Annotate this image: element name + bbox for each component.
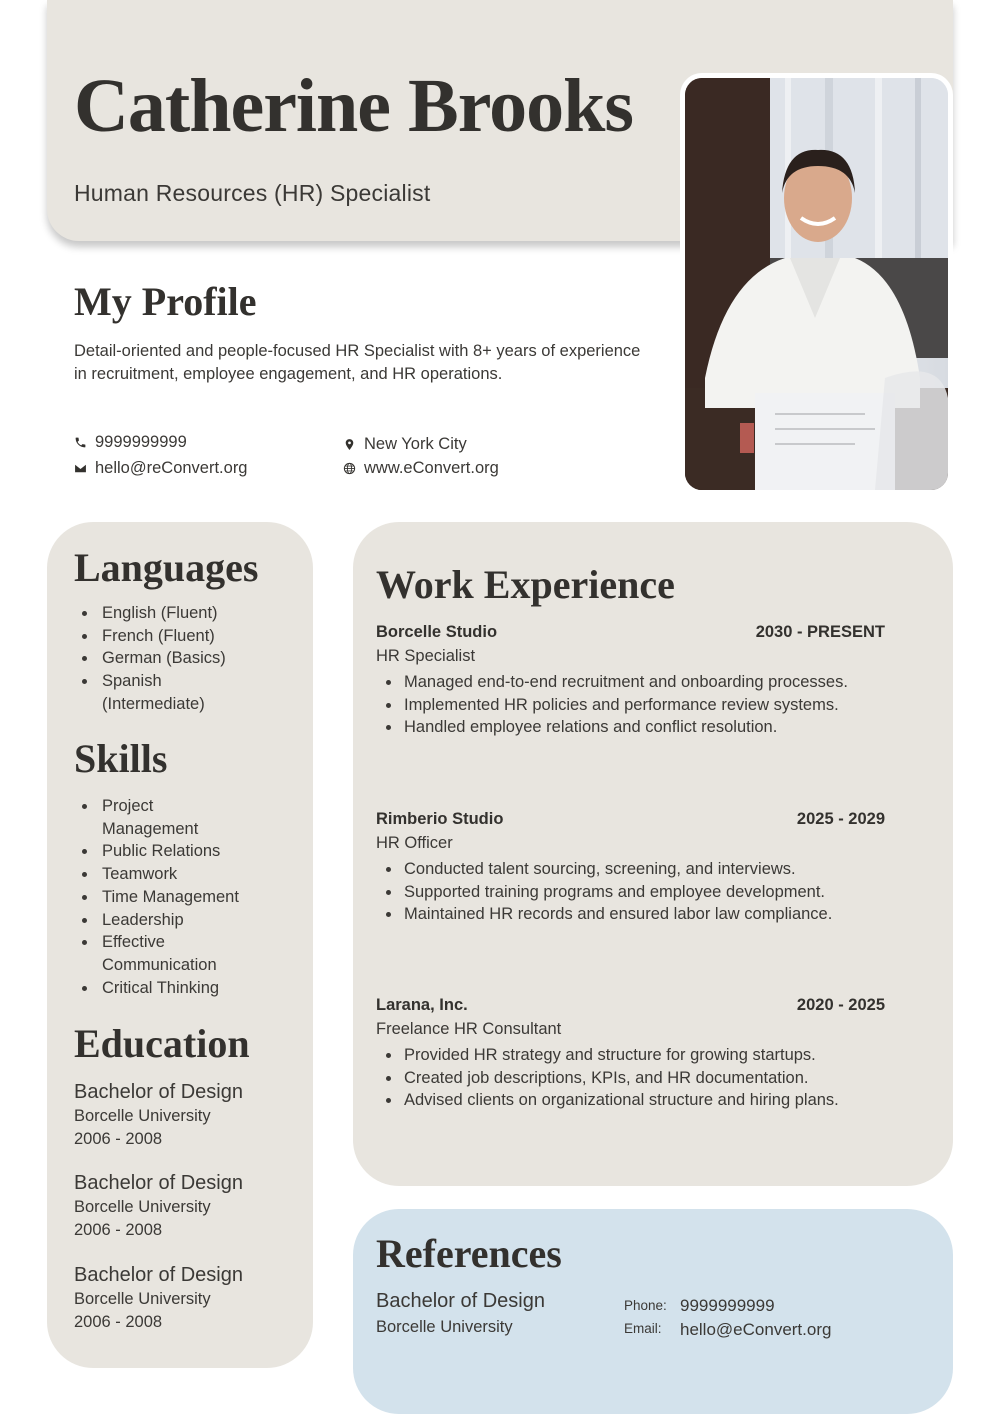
- reference-phone-label: Phone:: [624, 1298, 667, 1313]
- mail-icon: [74, 462, 87, 476]
- job-bullet: Managed end-to-end recruitment and onboarding processes.: [376, 671, 885, 694]
- job-dates: 2020 - 2025: [796, 996, 885, 1014]
- job-bullets: [376, 1044, 885, 1112]
- contact-location: [343, 435, 467, 454]
- job-dates: 2025 - 2029: [796, 810, 885, 828]
- contact-email: [74, 459, 248, 478]
- education-years: 2006 - 2008: [74, 1130, 163, 1148]
- photo-illustration: [685, 78, 948, 490]
- skill-item: Public Relations: [74, 840, 274, 863]
- reference-email-label: Email:: [624, 1321, 662, 1336]
- job-entry: [376, 993, 885, 1112]
- references-heading: References: [376, 1231, 562, 1276]
- profile-summary: Detail-oriented and people-focused HR Specialist with 8+ years of experience in recruitment, employee engagement, and HR operations.: [74, 342, 641, 383]
- job-entry: [376, 620, 885, 739]
- job-role: HR Specialist: [376, 647, 476, 665]
- education-degree: Bachelor of Design: [74, 1081, 243, 1103]
- candidate-name: Catherine Brooks: [74, 64, 633, 148]
- languages-list: [74, 602, 294, 716]
- location-value: New York City: [364, 435, 467, 453]
- phone-value: 9999999999: [95, 433, 187, 451]
- job-bullet: Created job descriptions, KPIs, and HR documentation.: [376, 1067, 885, 1090]
- job-role: HR Officer: [376, 834, 453, 852]
- job-bullet: Supported training programs and employee development.: [376, 881, 885, 904]
- work-experience-heading: Work Experience: [376, 562, 675, 607]
- job-bullet: Provided HR strategy and structure for growing startups.: [376, 1044, 885, 1067]
- education-school: Borcelle University: [74, 1107, 211, 1125]
- skill-item: Time Management: [74, 886, 274, 909]
- location-pin-icon: [343, 438, 356, 452]
- language-item: Spanish (Intermediate): [74, 670, 234, 715]
- language-item: French (Fluent): [74, 625, 294, 648]
- job-bullets: [376, 858, 885, 926]
- profile-heading: My Profile: [74, 279, 257, 324]
- education-heading: Education: [74, 1021, 250, 1066]
- job-bullet: Handled employee relations and conflict resolution.: [376, 716, 885, 739]
- job-dates: 2030 - PRESENT: [755, 623, 885, 641]
- profile-photo: [685, 78, 948, 490]
- reference-org: Borcelle University: [376, 1318, 513, 1336]
- education-entry: [74, 1263, 243, 1334]
- language-item: German (Basics): [74, 647, 294, 670]
- job-company: Rimberio Studio: [376, 810, 504, 828]
- education-school: Borcelle University: [74, 1198, 211, 1216]
- job-bullet: Implemented HR policies and performance review systems.: [376, 694, 885, 717]
- reference-email[interactable]: hello@eConvert.org: [680, 1320, 832, 1339]
- skill-item: Leadership: [74, 909, 274, 932]
- skills-heading: Skills: [74, 736, 168, 781]
- skill-item: Effective Communication: [74, 931, 254, 976]
- education-degree: Bachelor of Design: [74, 1264, 243, 1286]
- languages-heading: Languages: [74, 545, 259, 590]
- phone-icon: [74, 436, 87, 450]
- reference-name: Bachelor of Design: [376, 1290, 545, 1312]
- education-entry: [74, 1080, 243, 1151]
- contact-website: [343, 459, 499, 478]
- job-bullet: Maintained HR records and ensured labor law compliance.: [376, 903, 885, 926]
- education-years: 2006 - 2008: [74, 1313, 163, 1331]
- contact-phone: [74, 433, 187, 452]
- reference-phone: 9999999999: [680, 1296, 775, 1315]
- job-title: Human Resources (HR) Specialist: [74, 180, 431, 206]
- education-years: 2006 - 2008: [74, 1221, 163, 1239]
- job-bullet: Advised clients on organizational structure and hiring plans.: [376, 1089, 885, 1112]
- skill-item: Teamwork: [74, 863, 274, 886]
- job-bullet: Conducted talent sourcing, screening, and interviews.: [376, 858, 885, 881]
- job-company: Borcelle Studio: [376, 623, 498, 641]
- education-school: Borcelle University: [74, 1290, 211, 1308]
- globe-icon: [343, 462, 356, 476]
- website-value[interactable]: www.eConvert.org: [364, 459, 499, 477]
- email-value[interactable]: hello@reConvert.org: [95, 459, 248, 477]
- language-item: English (Fluent): [74, 602, 294, 625]
- skills-list: [74, 795, 274, 999]
- education-entry: [74, 1171, 243, 1242]
- skill-item: Project Management: [74, 795, 224, 840]
- education-degree: Bachelor of Design: [74, 1172, 243, 1194]
- skill-item: Critical Thinking: [74, 977, 274, 1000]
- job-role: Freelance HR Consultant: [376, 1020, 562, 1038]
- job-entry: [376, 807, 885, 926]
- job-bullets: [376, 671, 885, 739]
- job-company: Larana, Inc.: [376, 996, 468, 1014]
- profile-photo-frame: [680, 73, 953, 495]
